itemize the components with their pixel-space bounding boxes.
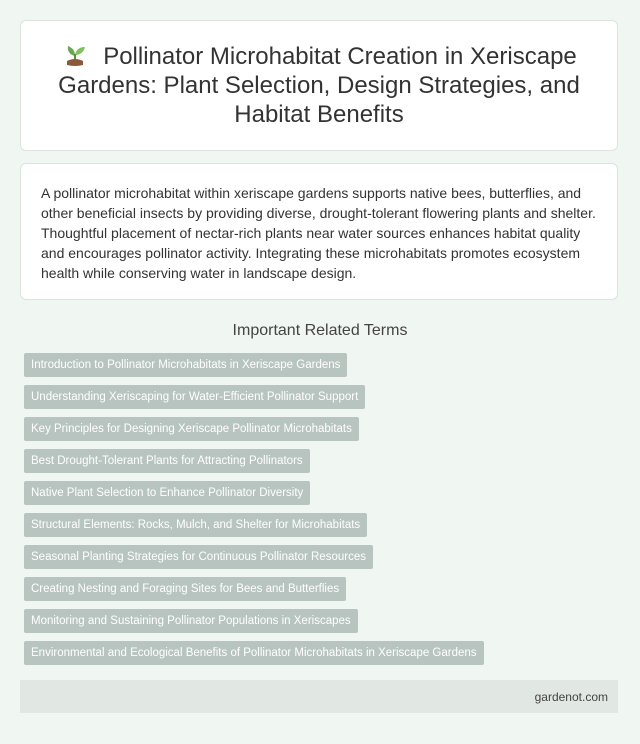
sprout-icon bbox=[61, 43, 89, 67]
related-term-tag[interactable]: Native Plant Selection to Enhance Pollinator Diversity bbox=[24, 481, 310, 505]
page-title bbox=[51, 42, 587, 129]
related-term-tag[interactable]: Monitoring and Sustaining Pollinator Populations in Xeriscapes bbox=[24, 609, 358, 633]
related-term-tag[interactable]: Introduction to Pollinator Microhabitats in Xeriscape Gardens bbox=[24, 353, 347, 377]
summary-text: A pollinator microhabitat within xeriscape gardens supports native bees, butterflies, and other beneficial insects by providing diverse, drought-tolerant flowering plants and shelter. Thoughtful placement of nectar-rich plants near water sources enhances habitat quality and encourages pollinator activity. Integrating these microhabitats promotes ecosystem health while conserving water in landscape design. bbox=[41, 185, 596, 281]
related-term-tag[interactable]: Structural Elements: Rocks, Mulch, and Shelter for Microhabitats bbox=[24, 513, 367, 537]
footer-site-link[interactable]: gardenot.com bbox=[534, 689, 608, 704]
related-term-tag[interactable]: Creating Nesting and Foraging Sites for Bees and Butterflies bbox=[24, 577, 346, 601]
related-terms-heading: Important Related Terms bbox=[232, 322, 408, 339]
summary-card bbox=[20, 163, 618, 300]
related-term-tag[interactable]: Key Principles for Designing Xeriscape Pollinator Microhabitats bbox=[24, 417, 359, 441]
title-text: Pollinator Microhabitat Creation in Xeriscape Gardens: Plant Selection, Design Strategies, and Habitat Benefits bbox=[58, 43, 580, 128]
related-term-tag[interactable]: Seasonal Planting Strategies for Continuous Pollinator Resources bbox=[24, 545, 373, 569]
related-term-tag[interactable]: Understanding Xeriscaping for Water-Efficient Pollinator Support bbox=[24, 385, 365, 409]
related-term-tag[interactable]: Best Drought-Tolerant Plants for Attracting Pollinators bbox=[24, 449, 310, 473]
title-card bbox=[20, 20, 618, 151]
related-terms-list bbox=[24, 353, 620, 673]
related-term-tag[interactable]: Environmental and Ecological Benefits of Pollinator Microhabitats in Xeriscape Gardens bbox=[24, 641, 484, 665]
footer-bar bbox=[20, 680, 618, 713]
